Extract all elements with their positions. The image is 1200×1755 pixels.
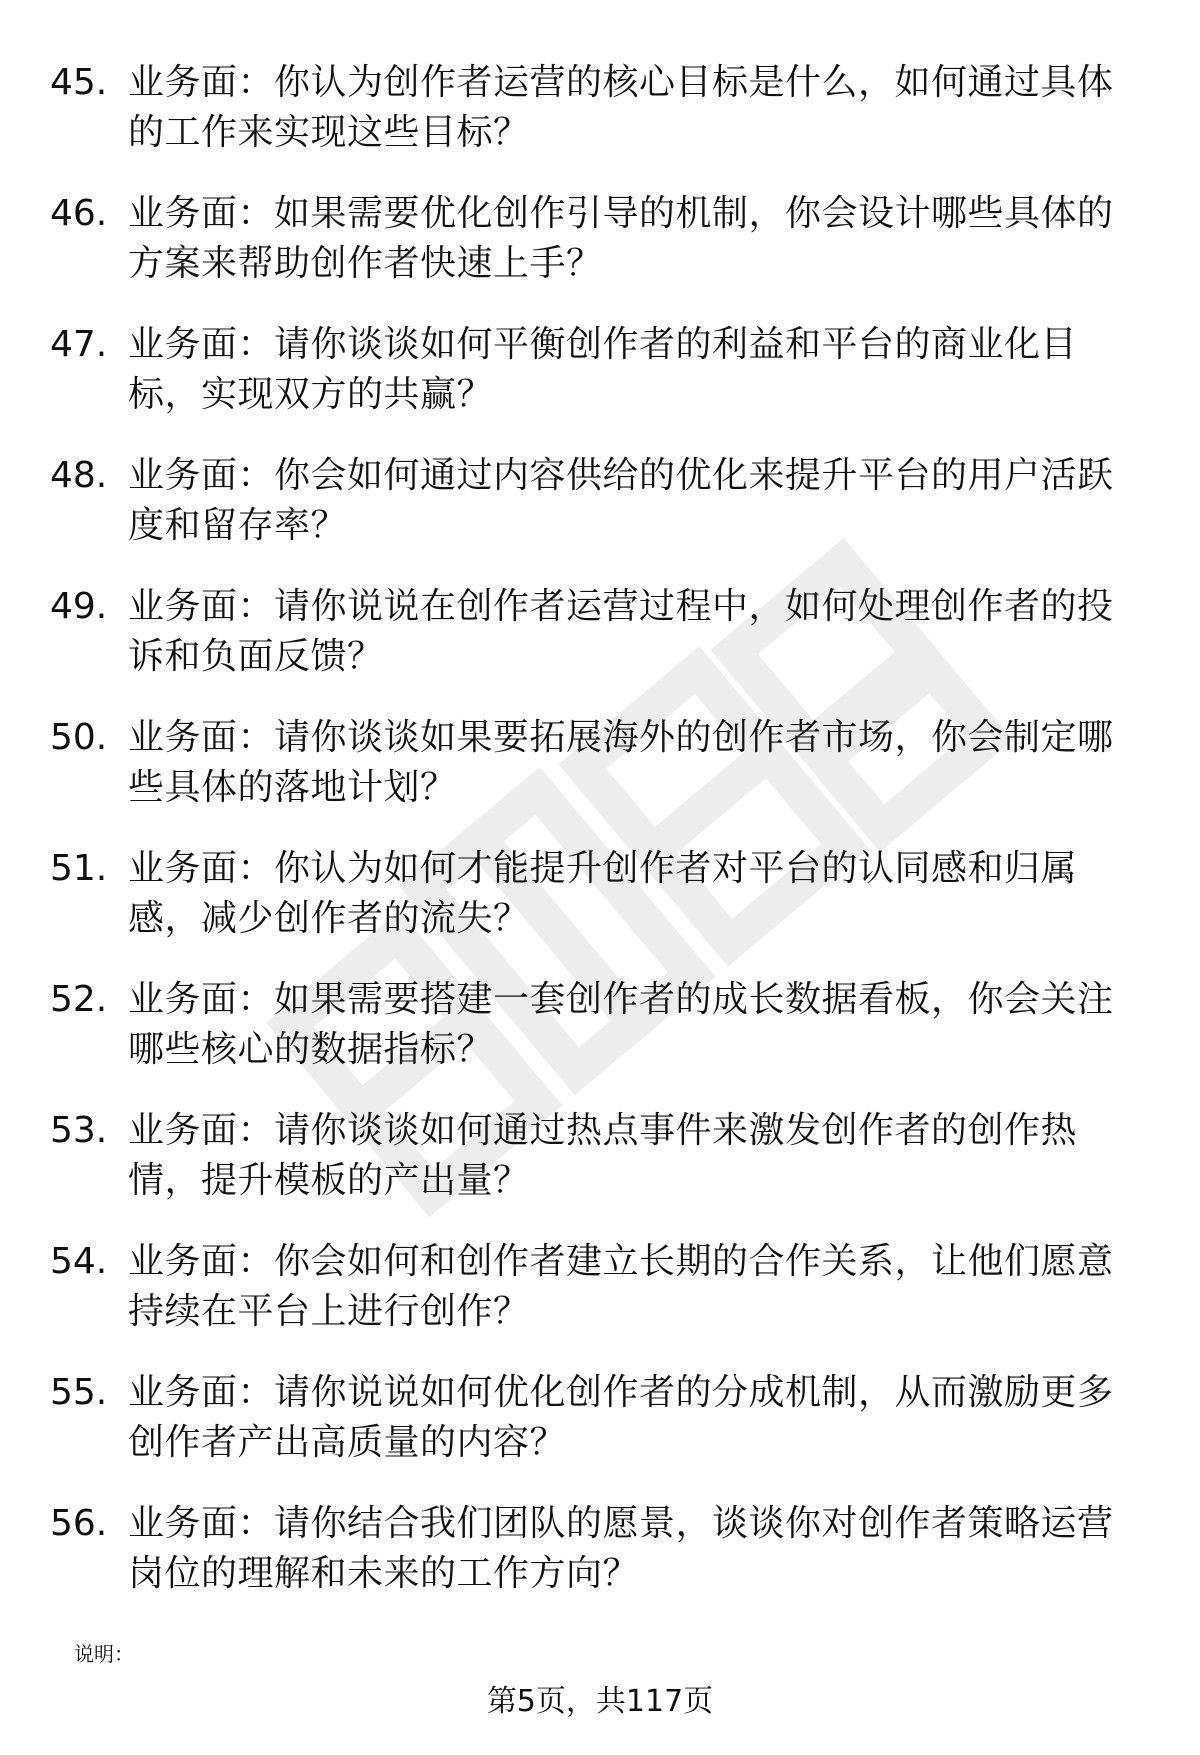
question-item	[50, 58, 1140, 189]
question-text: 业务面：你认为创作者运营的核心目标是什么，如何通过具体的工作来实现这些目标？	[128, 62, 1114, 153]
question-number: 46.	[50, 193, 108, 234]
question-item	[50, 582, 1140, 713]
question-item	[50, 975, 1140, 1106]
question-text: 业务面：请你谈谈如何平衡创作者的利益和平台的商业化目标，实现双方的共赢？	[128, 324, 1078, 415]
question-number: 56.	[50, 1503, 108, 1544]
question-number: 50.	[50, 717, 108, 758]
question-item	[50, 189, 1140, 320]
question-number: 54.	[50, 1241, 108, 1282]
question-number: 47.	[50, 324, 108, 365]
question-text: 业务面：请你结合我们团队的愿景，谈谈你对创作者策略运营岗位的理解和未来的工作方向？	[128, 1503, 1114, 1594]
question-number: 52.	[50, 979, 108, 1020]
question-text: 业务面：如果需要优化创作引导的机制，你会设计哪些具体的方案来帮助创作者快速上手？	[128, 193, 1114, 284]
question-number: 48.	[50, 455, 108, 496]
question-text: 业务面：请你谈谈如果要拓展海外的创作者市场，你会制定哪些具体的落地计划？	[128, 717, 1114, 808]
question-item	[50, 1499, 1140, 1630]
question-text: 业务面：你会如何通过内容供给的优化来提升平台的用户活跃度和留存率？	[128, 455, 1114, 546]
question-item	[50, 451, 1140, 582]
question-item	[50, 713, 1140, 844]
question-number: 51.	[50, 848, 108, 889]
question-text: 业务面：你认为如何才能提升创作者对平台的认同感和归属感，减少创作者的流失？	[128, 848, 1078, 939]
question-text: 业务面：你会如何和创作者建立长期的合作关系，让他们愿意持续在平台上进行创作？	[128, 1241, 1114, 1332]
question-text: 业务面：请你说说如何优化创作者的分成机制，从而激励更多创作者产出高质量的内容？	[128, 1372, 1114, 1463]
question-text: 业务面：请你说说在创作者运营过程中，如何处理创作者的投诉和负面反馈？	[128, 586, 1114, 677]
question-item	[50, 844, 1140, 975]
page-footer: 第5页，共117页	[486, 1684, 714, 1719]
question-number: 49.	[50, 586, 108, 627]
question-item	[50, 320, 1140, 451]
question-number: 45.	[50, 62, 108, 103]
question-text: 业务面：如果需要搭建一套创作者的成长数据看板，你会关注哪些核心的数据指标？	[128, 979, 1114, 1070]
question-list	[50, 58, 1140, 1630]
question-number: 55.	[50, 1372, 108, 1413]
question-item	[50, 1106, 1140, 1237]
question-number: 53.	[50, 1110, 108, 1151]
note-label: 说明：	[74, 1642, 134, 1666]
question-item	[50, 1368, 1140, 1499]
question-text: 业务面：请你谈谈如何通过热点事件来激发创作者的创作热情，提升模板的产出量？	[128, 1110, 1078, 1201]
question-item	[50, 1237, 1140, 1368]
